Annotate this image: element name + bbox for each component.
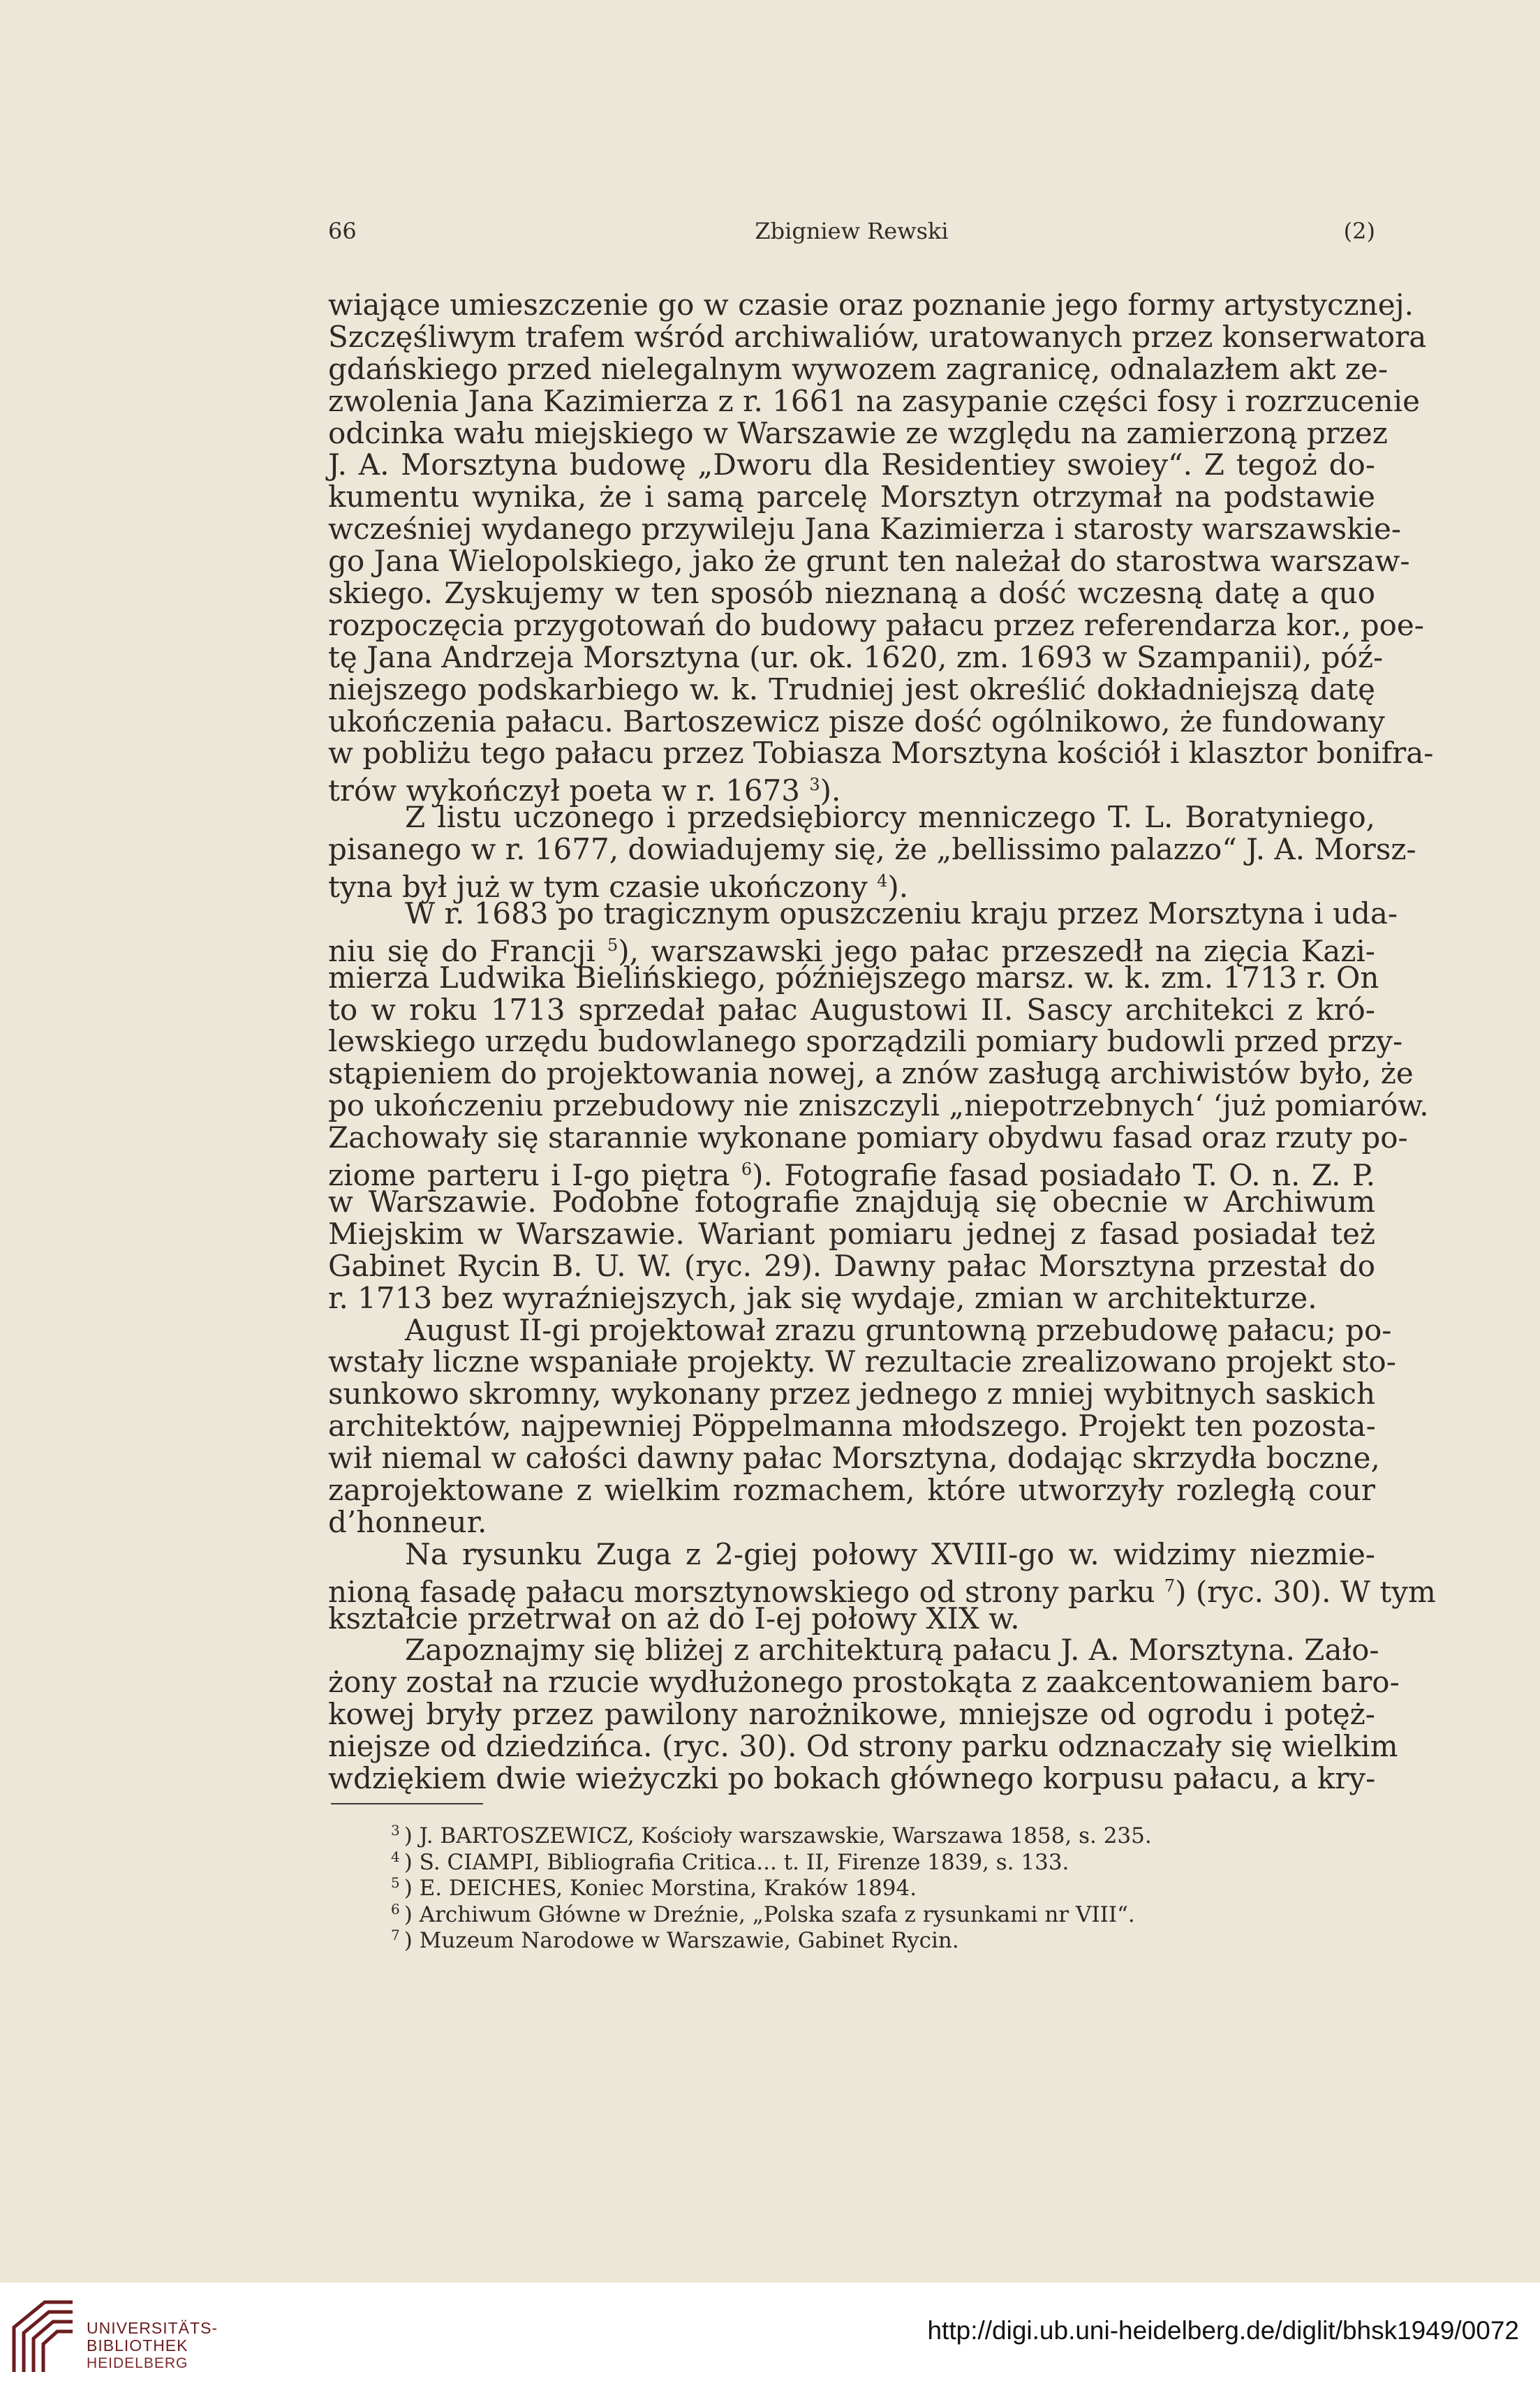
footnote-ref: 4 — [877, 871, 888, 891]
footnote — [391, 1922, 1368, 1953]
text-segment: ). Fotografie fasad posiadało T. O. n. Z. P. — [752, 1158, 1376, 1193]
text-line: d’honneur. — [328, 1504, 487, 1539]
text-line: go Jana Wielopolskiego, jako że grunt ten należał do starostwa warszaw- — [328, 544, 1410, 579]
text-line: po ukończeniu przebudowy nie zniszczyli „niepotrzebnych‘ ‘już pomiarów. — [328, 1088, 1429, 1123]
text-line: Zapoznajmy się bliżej z architekturą pałacu J. A. Morsztyna. Zało- — [405, 1633, 1379, 1668]
text-line: wcześniej wydanego przywileju Jana Kazimierza i starosty warszawskie- — [328, 512, 1402, 547]
footnotes — [391, 1818, 1368, 1953]
text-line — [328, 866, 1375, 905]
source-url-link[interactable]: http://digi.ub.uni-heidelberg.de/diglit/bhsk1949/0072 — [927, 2316, 1519, 2345]
text-line: w Warszawie. Podobne fotografie znajdują się obecnie w Archiwum — [328, 1184, 1375, 1219]
footnote — [391, 1897, 1368, 1927]
text-line: pisanego w r. 1677, dowiadujemy się, że „bellissimo palazzo“ J. A. Morsz- — [328, 832, 1416, 867]
text-line: lewskiego urzędu budowlanego sporządzili pomiary budowli przed przy- — [328, 1024, 1403, 1059]
text-line: w pobliżu tego pałacu przez Tobiasza Morsztyna kościół i klasztor bonifra- — [328, 736, 1434, 771]
footnote-mark: 3 — [391, 1822, 400, 1839]
text-line: kumentu wynika, że i samą parcelę Morsztyn otrzymał na podstawie — [328, 480, 1375, 514]
text-line: Szczęśliwym trafem wśród archiwaliów, uratowanych przez konserwatora — [328, 319, 1427, 354]
text-line: żony został na rzucie wydłużonego prostokąta z zaakcentowaniem baro- — [328, 1665, 1400, 1700]
library-name — [87, 2320, 218, 2372]
footnote-text: ) J. BARTOSZEWICZ, Kościoły warszawskie, Warszawa 1858, s. 235. — [403, 1823, 1152, 1848]
text-line: r. 1713 bez wyraźniejszych, jak się wydaje, zmian w architekturze. — [328, 1280, 1317, 1315]
text-line: August II-gi projektował zrazu gruntowną przebudowę pałacu; po- — [405, 1312, 1392, 1347]
text-line: zaprojektowane z wielkim rozmachem, które utworzyły rozległą cour — [328, 1472, 1375, 1507]
text-line — [328, 930, 1376, 968]
text-line: tę Jana Andrzeja Morsztyna (ur. ok. 1620, zm. 1693 w Szampanii), póź- — [328, 639, 1384, 674]
footnote-ref: 7 — [1164, 1575, 1176, 1596]
text-segment: trów wykończył poeta w r. 1673 — [328, 773, 800, 808]
text-segment: tyna był już w tym czasie ukończony — [328, 870, 868, 905]
text-line: architektów, najpewniej Pöppelmanna młodszego. Projekt ten pozosta- — [328, 1409, 1376, 1444]
library-name-line: UNIVERSITÄTS- — [87, 2319, 219, 2337]
footnote-text: ) E. DEICHES, Koniec Morstina, Kraków 1894. — [403, 1876, 917, 1901]
text-line: odcinka wału miejskiego w Warszawie ze względu na zamierzoną przez — [328, 415, 1388, 450]
text-line: J. A. Morsztyna budowę „Dworu dla Residentiey swoiey“. Z tegoż do- — [328, 447, 1375, 482]
text-segment: nioną fasadę pałacu morsztynowskiego od strony parku — [328, 1574, 1155, 1609]
page-number: 66 — [328, 218, 357, 244]
section-number: (2) — [1343, 218, 1375, 244]
text-line: niejszego podskarbiego w. k. Trudniej jest określić dokładniejszą datę — [328, 672, 1375, 706]
library-name-line: HEIDELBERG — [87, 2355, 188, 2371]
text-line: skiego. Zyskujemy w ten sposób nieznaną a dość wczesną datę a quo — [328, 576, 1375, 611]
text-line — [328, 769, 1375, 808]
footnote — [391, 1870, 1368, 1901]
text-line: zwolenia Jana Kazimierza z r. 1661 na zasypanie części fosy i rozrzucenie — [328, 383, 1420, 418]
text-line: ukończenia pałacu. Bartoszewicz pisze dość ogólnikowo, że fundowany — [328, 704, 1385, 739]
text-line: kowej bryły przez pawilony narożnikowe, mniejsze od ogrodu i potęż- — [328, 1697, 1375, 1732]
text-line: wił niemal w całości dawny pałac Morsztyna, dodając skrzydła boczne, — [328, 1441, 1380, 1476]
text-segment: ), warszawski jego pałac przeszedł na zięcia Kazi- — [618, 933, 1376, 968]
text-line: to w roku 1713 sprzedał pałac Augustowi II. Sascy architekci z kró- — [328, 992, 1375, 1027]
footnote — [391, 1844, 1368, 1875]
footnote-ref: 5 — [607, 935, 619, 955]
text-line: sunkowo skromny, wykonany przez jednego z mniej wybitnych saskich — [328, 1377, 1375, 1411]
digitization-footer — [0, 2283, 1540, 2395]
text-line: Zachowały się starannie wykonane pomiary obydwu fasad oraz rzuty po- — [328, 1120, 1408, 1155]
body-text — [328, 288, 1436, 1795]
footnote-mark: 7 — [391, 1927, 400, 1943]
text-line: Gabinet Rycin B. U. W. (ryc. 29). Dawny pałac Morsztyna przestał do — [328, 1248, 1375, 1283]
text-line: wiające umieszczenie go w czasie oraz poznanie jego formy artystycznej. — [328, 288, 1414, 322]
text-line: wdziękiem dwie wieżyczki po bokach głównego korpusu pałacu, a kry- — [328, 1760, 1376, 1795]
text-line: Z listu uczonego i przedsiębiorcy menniczego T. L. Boratyniego, — [405, 800, 1375, 835]
footnote — [391, 1818, 1368, 1848]
text-line: Miejskim w Warszawie. Wariant pomiaru jednej z fasad posiadał też — [328, 1216, 1375, 1251]
text-line: Na rysunku Zuga z 2-giej połowy XVIII-go w. widzimy niezmie- — [405, 1536, 1375, 1571]
text-line — [328, 1154, 1376, 1193]
footnote-divider — [331, 1803, 483, 1804]
footnote-ref: 3 — [809, 775, 820, 795]
footnote-mark: 5 — [391, 1874, 400, 1891]
text-segment: niu się do Francji — [328, 933, 595, 968]
text-line — [328, 1571, 1436, 1609]
footnote-text: ) S. CIAMPI, Bibliografia Critica... t. II, Firenze 1839, s. 133. — [403, 1849, 1069, 1875]
footnote-text: ) Archiwum Główne w Dreźnie, „Polska szafa z rysunkami nr VIII“. — [403, 1901, 1135, 1927]
text-line: wstały liczne wspaniałe projekty. W rezultacie zrealizowano projekt sto- — [328, 1344, 1396, 1379]
footnote-mark: 6 — [391, 1900, 400, 1918]
text-line: rozpoczęcia przygotowań do budowy pałacu przez referendarza kor., poe- — [328, 607, 1424, 642]
page-header — [328, 218, 1375, 253]
text-line: kształcie przetrwał on aż do I-ej połowy XIX w. — [328, 1601, 1020, 1636]
library-logo-icon — [8, 2297, 78, 2378]
text-segment: ) (ryc. 30). W tym — [1175, 1574, 1436, 1609]
text-segment: ). — [887, 870, 909, 905]
footnote-mark: 4 — [391, 1848, 400, 1865]
footnote-ref: 6 — [741, 1159, 753, 1180]
text-line: stąpieniem do projektowania nowej, a znów zasługą archiwistów było, że — [328, 1056, 1414, 1091]
running-title: Zbigniew Rewski — [755, 218, 949, 244]
text-segment: ). — [820, 773, 841, 808]
text-line: mierza Ludwika Bielińskiego, późniejszego marsz. w. k. zm. 1713 r. On — [328, 960, 1379, 995]
library-name-line: BIBLIOTHEK — [87, 2336, 188, 2355]
footnote-text: ) Muzeum Narodowe w Warszawie, Gabinet Rycin. — [403, 1928, 959, 1953]
text-line: W r. 1683 po tragicznym opuszczeniu kraju przez Morsztyna i uda- — [405, 896, 1398, 930]
text-line: niejsze od dziedzińca. (ryc. 30). Od strony parku odznaczały się wielkim — [328, 1729, 1398, 1764]
text-line: gdańskiego przed nielegalnym wywozem zagranicę, odnalazłem akt ze- — [328, 351, 1389, 386]
text-segment: ziome parteru i I-go piętra — [328, 1158, 730, 1193]
